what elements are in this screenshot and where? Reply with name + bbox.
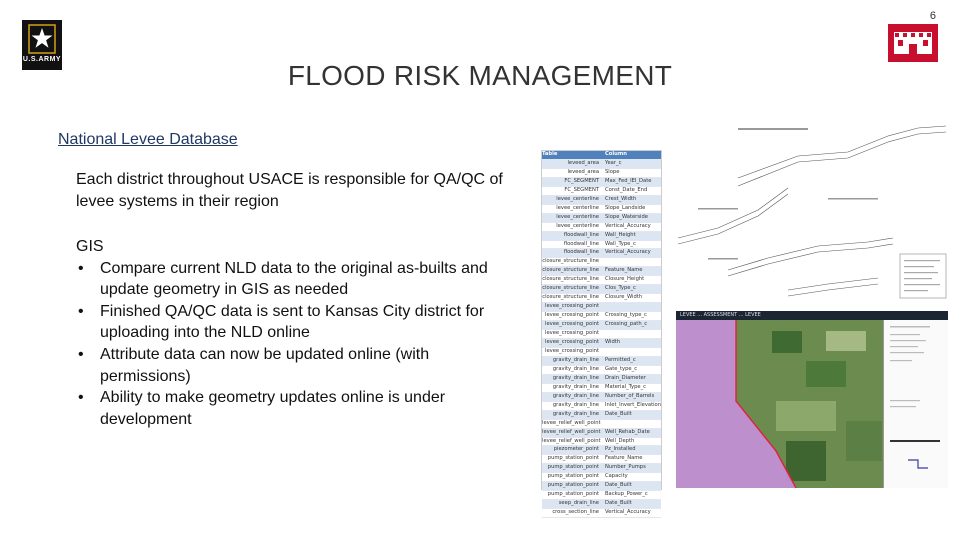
table-cell-column: Feature_Name (605, 455, 643, 462)
table-row (542, 464, 661, 473)
table-row (542, 482, 661, 491)
profile-line (738, 126, 946, 178)
table-cell-table: closure_structure_line (542, 285, 602, 293)
bullet-icon: • (78, 302, 84, 320)
table-cell-table: gravity_drain_line (552, 401, 599, 408)
table-cell-column: Number_Pumps (602, 464, 661, 472)
table-cell-table: levee_centerline (542, 214, 602, 222)
bullet-icon: • (78, 259, 84, 277)
map-header-bar: LEVEE ... ASSESSMENT ... LEVEE (676, 311, 948, 320)
table-cell-column: Slope (605, 168, 620, 175)
table-row (542, 285, 661, 294)
table-cell-column: Closure_Width (605, 294, 643, 301)
table-cell-table: closure_structure_line (542, 267, 602, 275)
nld-attribute-table-image (541, 150, 662, 516)
table-cell-table: floodwall_line (563, 240, 599, 247)
table-cell-table: levee_relief_well_point (542, 428, 601, 435)
profile-line (788, 278, 878, 290)
table-cell-table: gravity_drain_line (552, 365, 599, 372)
gis-section (76, 236, 516, 430)
table-cell-table: levee_crossing_point (542, 339, 602, 347)
table-cell-column: Max_Fed_IEI_Date (602, 178, 661, 186)
table-cell-table: levee_crossing_point (542, 321, 602, 329)
table-cell-column: Date_Built (602, 482, 661, 490)
table-cell-table: gravity_drain_line (542, 393, 602, 401)
table-row (542, 258, 661, 267)
table-cell-table: levee_crossing_point (545, 330, 599, 337)
table-cell-column (602, 330, 661, 338)
table-cell-column: Width (602, 339, 661, 347)
table-cell-table: floodwall_line (542, 232, 602, 240)
table-row (542, 411, 661, 420)
table-cell-column: Const_Date_End (605, 186, 648, 193)
drawing-annotation (738, 128, 808, 130)
table-cell-column: Wall_Type_c (605, 240, 636, 247)
castle-icon (892, 28, 934, 58)
bullet-item (76, 344, 516, 387)
table-cell-table: pump_station_point (542, 464, 602, 472)
table-cell-column: Wall_Height (602, 232, 661, 240)
table-row (542, 169, 661, 178)
table-cell-table: levee_crossing_point (542, 303, 602, 311)
table-header-cell: Column (602, 151, 661, 159)
table-cell-column (602, 420, 661, 428)
table-cell-table: floodwall_line (542, 249, 602, 257)
table-cell-table: closure_structure_line (542, 294, 599, 301)
table-cell-column: Crest_Width (602, 196, 661, 204)
table-row (542, 294, 661, 303)
drawing-annotation (828, 198, 878, 200)
table-row (542, 429, 661, 438)
table-row (542, 196, 661, 205)
table-cell-table: levee_crossing_point (545, 312, 599, 319)
intro-paragraph: Each district throughout USACE is responsible for QA/QC of levee systems in their region (76, 171, 503, 210)
table-cell-column: Capacity (605, 473, 628, 480)
table-cell-column: Backup_Power_c (605, 491, 648, 498)
table-header-cell: Table (542, 151, 602, 159)
table-cell-column: Vertical_Accuracy (605, 222, 651, 229)
army-logo-text: U.S.ARMY (22, 56, 62, 63)
table-cell-table: piezometer_point (542, 446, 602, 454)
table-cell-column: Vertical_Accuracy (602, 249, 661, 257)
bullet-text: Ability to make geometry updates online is under development (100, 389, 446, 428)
table-cell-column (602, 348, 661, 356)
table-row (542, 178, 661, 187)
table-cell-table: FC_SEGMENT (564, 186, 599, 193)
table-row (542, 384, 661, 393)
table-cell-column: Slope_Waterside (602, 214, 661, 222)
bullet-item (76, 258, 516, 301)
bullet-item (76, 387, 516, 430)
table-cell-column: Slope_Landside (605, 204, 646, 211)
table-cell-column: Vertical_Accuracy (605, 509, 651, 516)
map-legend (883, 320, 948, 488)
profile-line (678, 188, 788, 238)
table-row (542, 402, 661, 411)
bullet-item (76, 301, 516, 344)
table-row (542, 393, 661, 402)
table-cell-column: Date_Built (602, 411, 661, 419)
table-cell-column: Permitted_c (602, 357, 661, 365)
national-levee-database-link[interactable]: National Levee Database (58, 131, 238, 148)
table-cell-table: levee_crossing_point (545, 347, 599, 354)
table-row (542, 312, 661, 321)
table-row (542, 205, 661, 214)
slide-title: FLOOD RISK MANAGEMENT (287, 60, 673, 91)
table-row (542, 267, 661, 276)
table-cell-table: closure_structure_line (542, 258, 599, 265)
table-row (542, 249, 661, 258)
table-cell-table: leveed_area (542, 160, 602, 168)
table-cell-table: levee_relief_well_point (542, 437, 601, 444)
table-row (542, 303, 661, 312)
army-star-icon (28, 24, 56, 54)
table-cell-column: Crossing_type_c (605, 312, 647, 319)
table-cell-table: FC_SEGMENT (542, 178, 602, 186)
table-cell-table: leveed_area (567, 168, 599, 175)
table-cell-table: levee_relief_well_point (542, 419, 601, 426)
table-cell-column: Date_Built (602, 500, 661, 508)
table-row (542, 276, 661, 285)
levee-profile-drawing (678, 118, 950, 304)
table-cell-column: Drain_Diameter (602, 375, 661, 383)
table-row (542, 321, 661, 330)
table-row (542, 348, 661, 357)
profile-line (788, 284, 878, 296)
table-cell-column: Number_of_Barrels (602, 393, 661, 401)
table-cell-column: Year_c (602, 160, 661, 168)
table-header-row (542, 151, 661, 160)
table-row (542, 500, 661, 509)
table-cell-column (602, 303, 661, 311)
table-cell-table: pump_station_point (547, 491, 599, 498)
table-row (542, 455, 661, 464)
table-cell-table: levee_centerline (556, 222, 599, 229)
bullet-icon: • (78, 389, 84, 407)
table-cell-column: Feature_Name (602, 267, 661, 275)
profile-line (728, 244, 893, 276)
slide-number: 6 (929, 10, 936, 22)
usace-castle-logo (888, 24, 938, 62)
table-row (542, 214, 661, 223)
table-cell-table: closure_structure_line (542, 276, 599, 283)
table-row (542, 160, 661, 169)
table-row (542, 357, 661, 366)
table-cell-table: seep_drain_line (542, 500, 602, 508)
profile-line (678, 194, 788, 244)
bullet-icon: • (78, 345, 84, 363)
table-cell-column: Inlet_Invert_Elevation (605, 401, 661, 408)
table-row (542, 223, 661, 232)
bullet-text: Finished QA/QC data is sent to Kansas City district for uploading into the NLD online (100, 302, 485, 342)
table-cell-column: Crossing_path_c (602, 321, 661, 329)
table-cell-table: levee_centerline (556, 204, 599, 211)
table-cell-column: Well_Rehab_Date (602, 429, 661, 437)
gis-heading: GIS (76, 238, 104, 255)
table-row (542, 473, 661, 482)
table-row (542, 330, 661, 339)
table-cell-column: Gate_type_c (605, 365, 638, 372)
table-cell-table: levee_centerline (542, 196, 602, 204)
table-cell-table: pump_station_point (547, 473, 599, 480)
bullet-text: Compare current NLD data to the original as-builts and update geometry in GIS as needed (100, 259, 488, 299)
table-row (542, 187, 661, 196)
drawing-annotation (708, 258, 738, 260)
levee-map-image (676, 311, 948, 488)
profile-line (738, 132, 946, 186)
table-cell-table: gravity_drain_line (542, 411, 602, 419)
table-row (542, 339, 661, 348)
bullet-text: Attribute data can now be updated online (with permissions) (100, 345, 430, 385)
table-cell-table: gravity_drain_line (552, 383, 599, 390)
gis-bullet-list (76, 258, 516, 431)
table-row (542, 446, 661, 455)
table-cell-column: Pz_Installed (602, 446, 661, 454)
table-row (542, 420, 661, 429)
table-cell-table: pump_station_point (547, 455, 599, 462)
drawing-annotation (698, 208, 738, 210)
table-row (542, 375, 661, 384)
table-row (542, 366, 661, 375)
table-row (542, 509, 661, 518)
table-cell-table: cross_section_line (552, 509, 599, 516)
table-row (542, 232, 661, 241)
table-cell-table: gravity_drain_line (542, 357, 602, 365)
table-row (542, 491, 661, 500)
table-row (542, 438, 661, 447)
table-cell-column: Well_Depth (605, 437, 635, 444)
table-cell-column: Clos_Type_c (602, 285, 661, 293)
table-cell-column: Material_Type_c (605, 383, 647, 390)
table-cell-column (602, 258, 661, 266)
table-cell-table: gravity_drain_line (542, 375, 602, 383)
table-cell-column: Closure_Height (605, 276, 645, 283)
table-cell-table: pump_station_point (542, 482, 602, 490)
table-row (542, 241, 661, 250)
